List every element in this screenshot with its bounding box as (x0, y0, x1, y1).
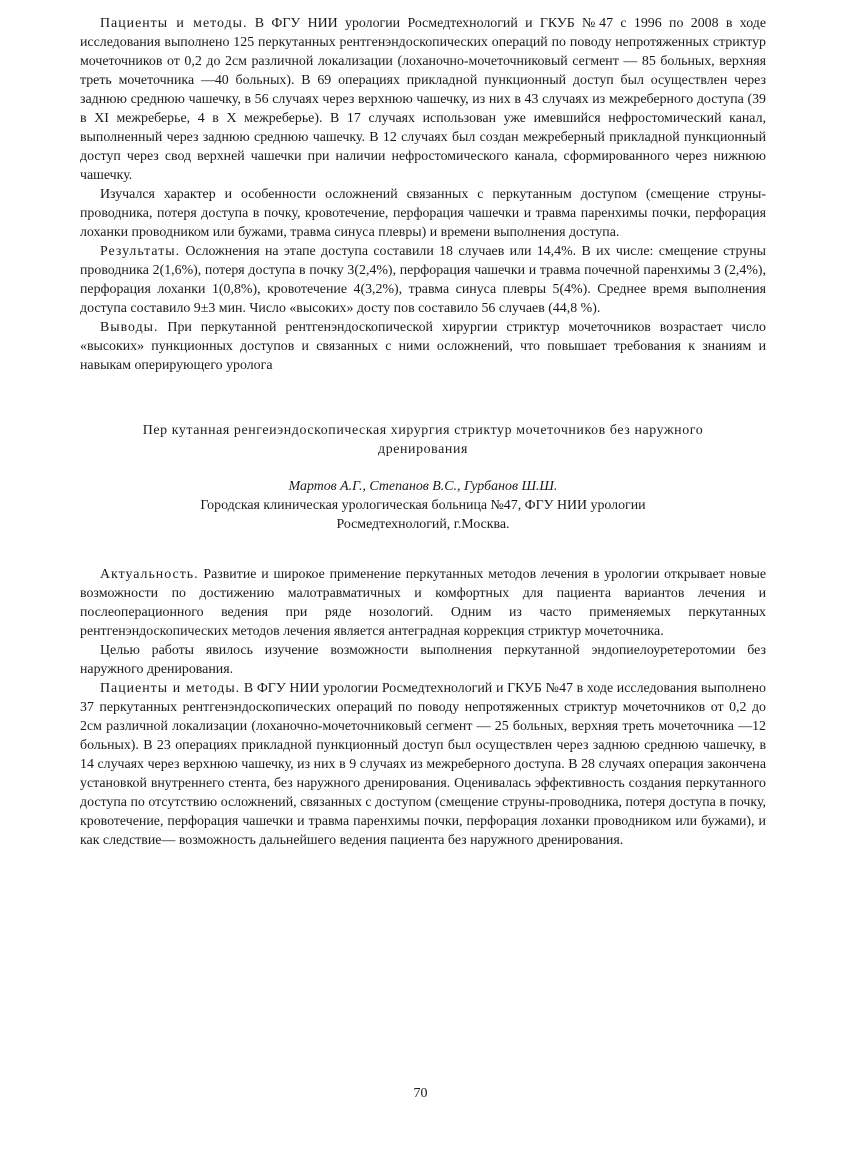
relevance-heading: Актуальность. (100, 567, 199, 582)
results-paragraph (80, 242, 766, 318)
methods-text: В ФГУ НИИ урологии Росмедтехнологий и ГКУБ №47 с 1996 по 2008 в ходе исследования выполнено 125 перкутанных рентгенэндоскопических операций по поводу непротяженных стриктур мочеточников от 0,2 до 2см различной локализации (лоханочно-мочеточниковый сегмент — 85 больных, верхняя треть мочеточника —40 больных). В 69 операциях прикладной пункционный доступ был осуществлен через заднюю среднюю чашечку, в 56 случаях через верхнюю чашечку, из них в 43 случаях из межреберного доступа (39 в XI межреберье, 4 в X межреберье). В 17 случаях использован уже имевшийся нефростомический канал, выполненный через заднюю среднюю чашечку. В 12 случаях был создан межреберный прикладной пункционный доступ через свод верхней чашечки при наличии нефростомического канала, сформированного через нижнюю чашечку. (80, 16, 766, 183)
methods-heading: Пациенты и методы. (100, 16, 248, 31)
article-title: Пер кутанная ренгеиэндоскопическая хирургия стриктур мочеточников без наружного дренирования (142, 423, 704, 457)
spacer (80, 534, 766, 565)
page-content (80, 14, 766, 850)
relevance-paragraph (80, 565, 766, 641)
aim-paragraph: Целью работы явилось изучение возможности выполнения перкутанной эндопиелоуретеротомии без наружного дренирования. (80, 643, 766, 677)
methods-paragraph-1 (80, 14, 766, 185)
methods-heading-2: Пациенты и методы. (100, 681, 241, 696)
page-number: 70 (413, 1086, 428, 1101)
methods-text-2: В ФГУ НИИ урологии Росмедтехнологий и ГКУБ №47 в ходе исследования выполнено 37 перкутанных рентгенэндоскопических операций по поводу непротяженных стриктур мочеточников от 0,2 до 2см различной локализации (лоханочно-мочеточниковый сегмент — 25 больных, верхняя треть мочеточника —12 больных). В 23 операциях прикладной пункционный доступ был осуществлен через заднюю среднюю чашечку, в 14 случаях через верхнюю чашечку, из них в 9 случаях из межреберного доступа. В 28 случаях операция закончена установкой внутреннего стента, без наружного дренирования. Оценивалась эффективность создания перкутанного доступа по отсутствию осложнений, связанных с доступом (смещение струны-проводника, потеря доступа в почку, кровотечение, перфорация чашечки и травма паренхимы почки, перфорация лоханки проводником или бужами), и как следствие— возможность дальнейшего ведения пациента без наружного дренирования. (80, 681, 766, 848)
spacer (80, 459, 766, 477)
results-text: Осложнения на этапе доступа составили 18 случаев или 14,4%. В их числе: смещение струны проводника 2(1,6%), потеря доступа в почку 3(2,4%), перфорация чашечки и травма почечной паренхимы 3 (2,4%), перфорация лоханки 1(0,8%), кровотечение 4(3,2%), травма синуса плевры 5(4%). Среднее время выполнения доступа составило 9±3 мин. Число «высоких» досту пов составило 56 случаев (44,8 %). (80, 244, 766, 316)
spacer (80, 375, 766, 421)
complications-paragraph: Изучался характер и особенности осложнений связанных с перкутанным доступом (смещение струны-проводника, потеря доступа в почку, кровотечение, перфорация чашечки и травма паренхимы почки, перфорация лоханки проводником или бужами, травма синуса плевры) и времени выполнения доступа. (80, 187, 766, 240)
conclusions-paragraph (80, 318, 766, 375)
affiliation-line-2: Росмедтехнологий, г.Москва. (336, 517, 510, 532)
conclusions-text: При перкутанной рентгенэндоскопической хирургии стриктур мочеточников возрастает число «высоких» пункционных доступов и связанных с ними осложнений, что повышает требования к знаниям и навыкам оперирующего уролога (80, 320, 766, 373)
results-heading: Результаты. (100, 244, 181, 259)
methods-paragraph-2 (80, 679, 766, 850)
article-authors: Мартов А.Г., Степанов В.С., Гурбанов Ш.Ш. (288, 479, 558, 494)
conclusions-heading: Выводы. (100, 320, 159, 335)
relevance-text: Развитие и широкое применение перкутанных методов лечения в урологии открывает новые возможности по достижению малотравматичных и комфортных для пациента вариантов лечения и послеоперационного ведения при ряде нозологий. Одним из часто применяемых перкутанных рентгенэндоскопических методов лечения является антеградная коррекция стриктур мочеточника. (80, 567, 766, 639)
affiliation-line-1: Городская клиническая урологическая больница №47, ФГУ НИИ урологии (200, 498, 646, 513)
